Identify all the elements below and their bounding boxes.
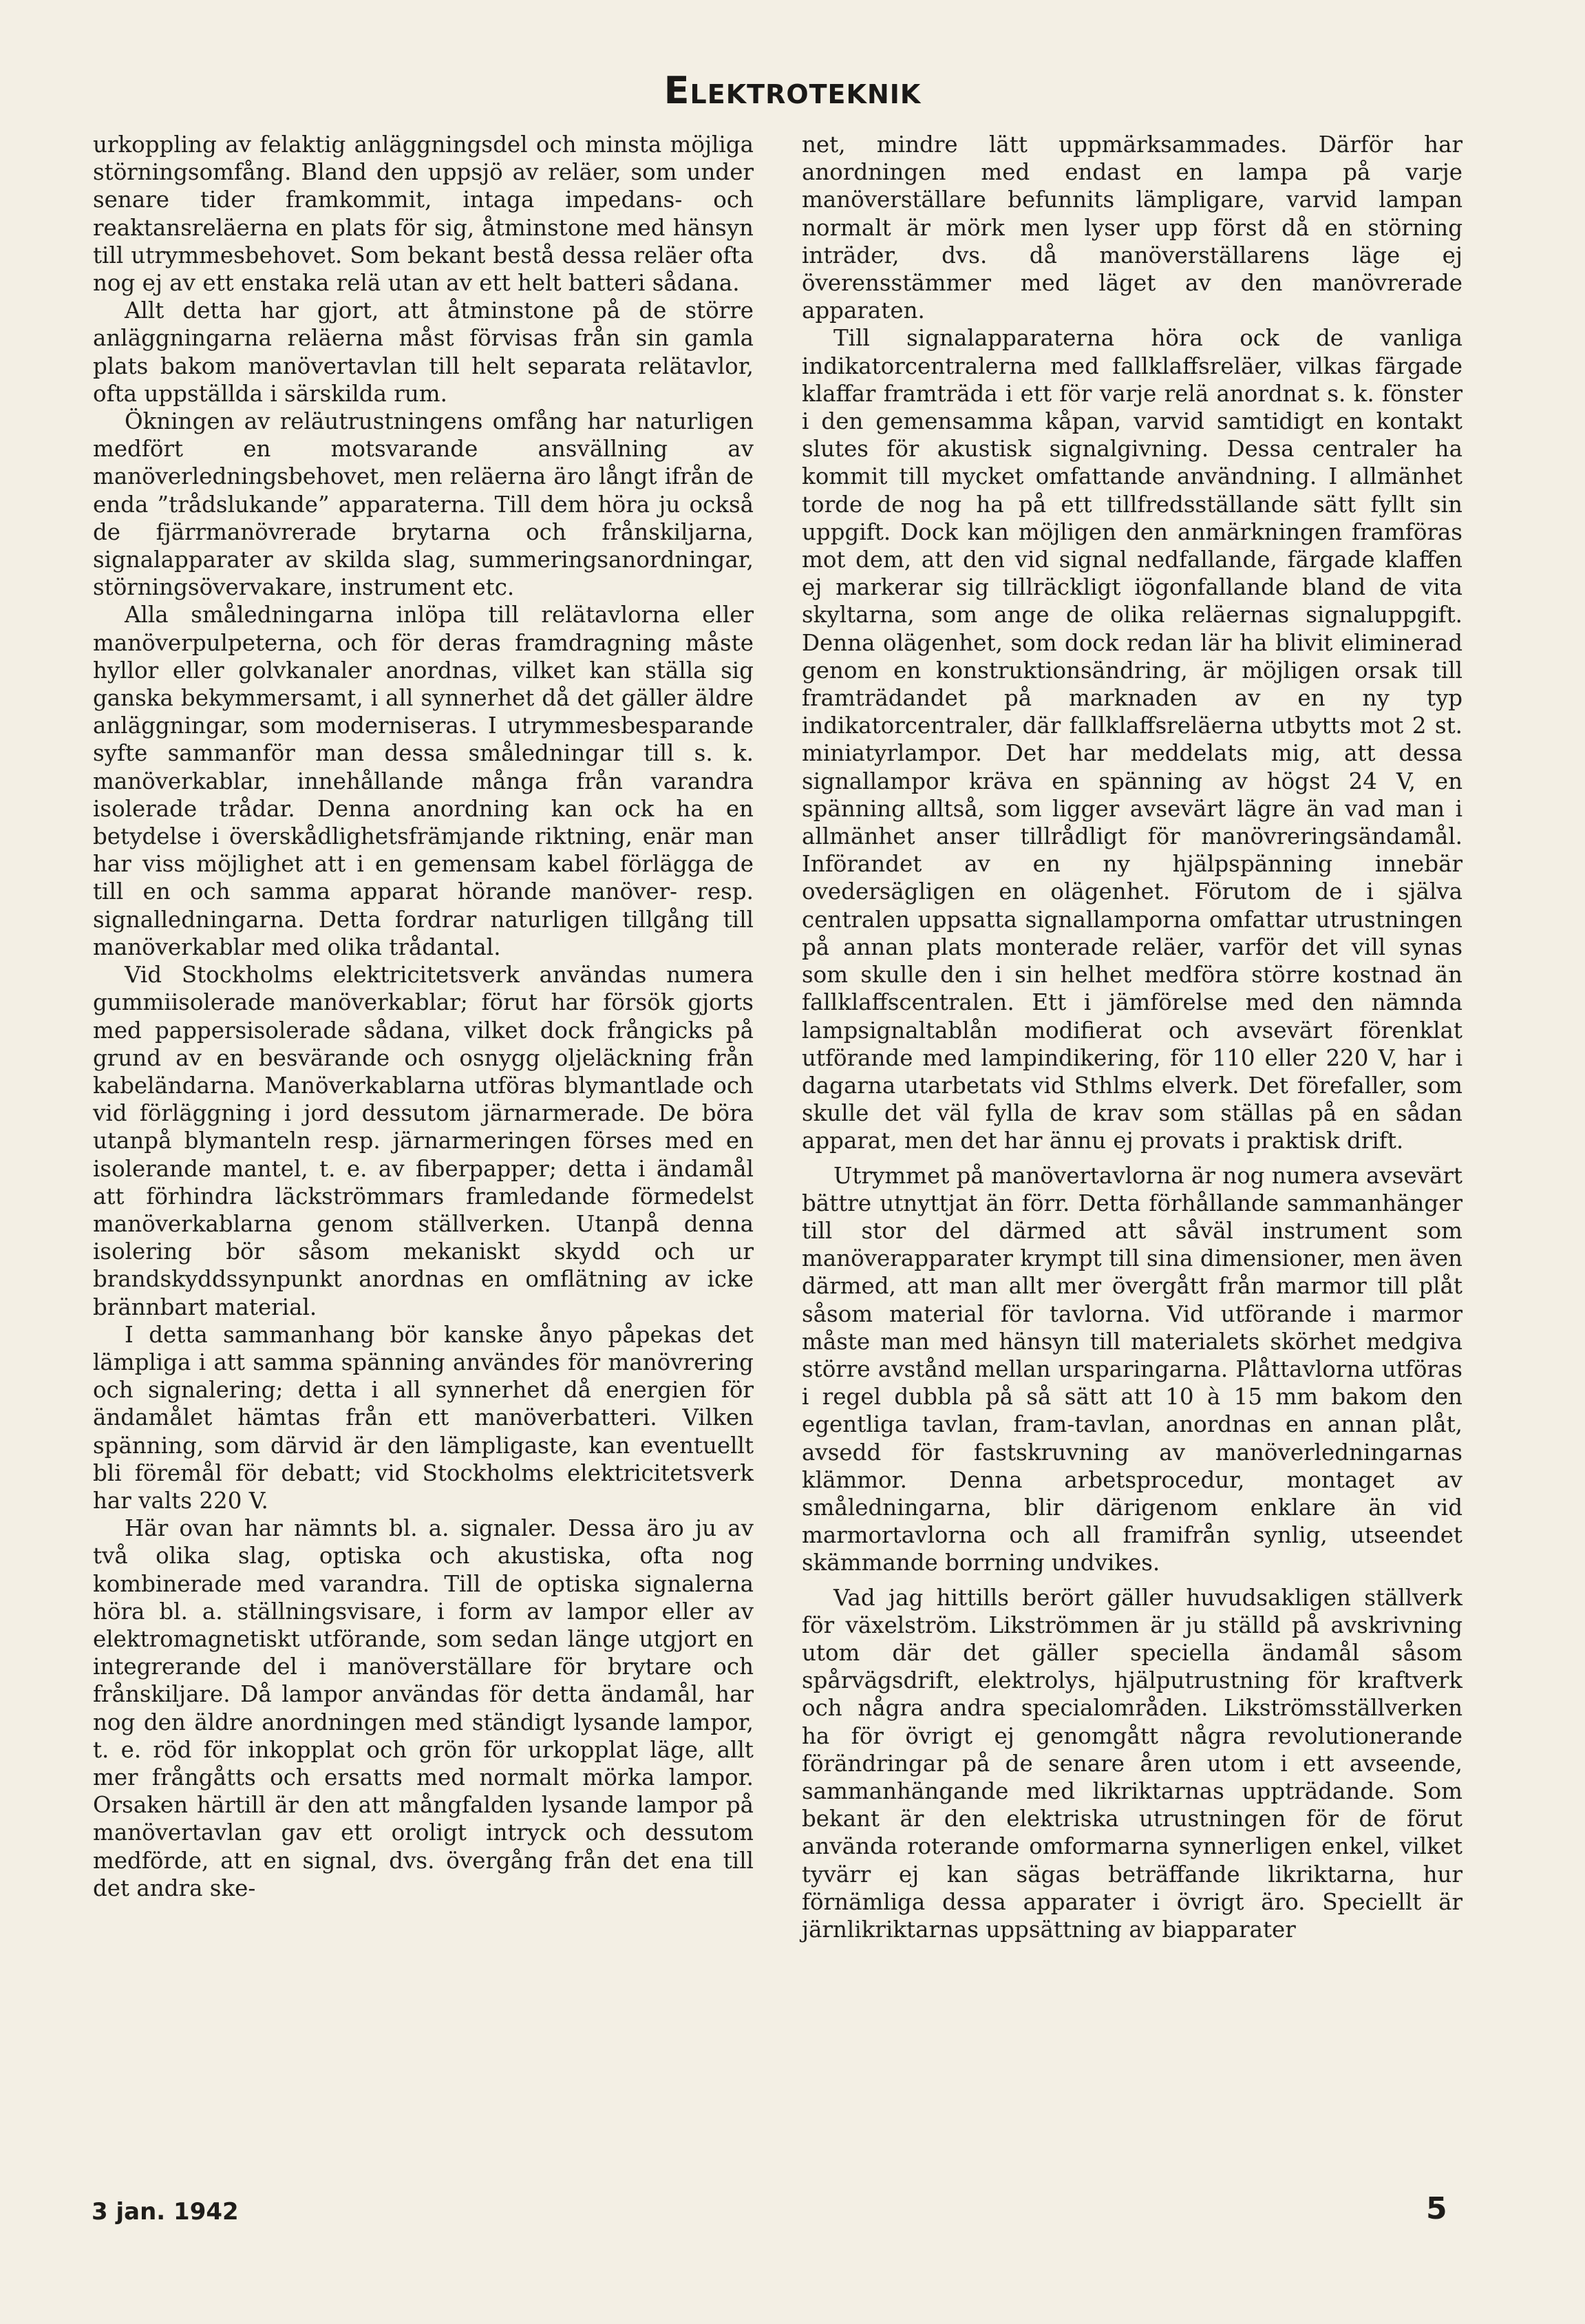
section-header: [0, 69, 1585, 112]
paragraph: Till signalapparaterna höra ock de vanliga indikatorcentralerna med fallklaffsreläer, vilkas färgade klaffar framträda i ett för varje relä anordnat s. k. fönster i den gemensamma kåpan, varvid samtidigt en kontakt slutes för akustisk signalgivning. Dessa centraler ha kommit till mycket omfattande användning. I allmänhet torde de nog ha på ett tillfredsställande sätt fyllt sin uppgift. Dock kan möjligen den anmärkningen framföras mot dem, att den vid signal nedfallande, färgade klaffen ej markerar sig tillräckligt iögonfallande bland de vita skyltarna, som ange de olika reläernas signaluppgift. Denna olägenhet, som dock redan lär ha blivit eliminerad genom en konstruktionsändring, är möjligen orsak till framträdandet på marknaden av en ny typ indikatorcentraler, där fallklaffsreläerna utbytts mot 2 st. miniatyrlampor. Det har meddelats mig, att dessa signallampor kräva en spänning av högst 24 V, en spänning alltså, som ligger avsevärt lägre än vad man i allmänhet anser tillrådligt för manövreringsändamål. Införandet av en ny hjälpspänning innebär ovedersägligen en olägenhet. Förutom de i själva centralen uppsatta signallamporna omfattar utrustningen på annan plats monterade reläer, varför det vill synas som skulle den i sin helhet medföra större kostnad än fallklaffscentralen. Ett i jämförelse med den nämnda lampsignaltablån modifierat och avsevärt förenklat utförande med lampindikering, för 110 eller 220 V, har i dagarna utarbetats vid Sthlms elverk. Det förefaller, som skulle det väl fylla de krav som ställas på en sådan apparat, men det har ännu ej provats i praktisk drift.: [802, 325, 1462, 1154]
paragraph: Ökningen av reläutrustningens omfång har naturligen medfört en motsvarande ansvällning av manöverledningsbehovet, men reläerna äro långt ifrån de enda ”trådslukande” apparaterna. Till dem höra ju också de fjärrmanövrerade brytarna och frånskiljarna, signalapparater av skilda slag, summeringsanordningar, störningsövervakare, instrument etc.: [93, 408, 754, 601]
paragraph: Vid Stockholms elektricitetsverk användas numera gummiisolerade manöverkablar; förut har försök gjorts med pappersisolerade sådana, vilket dock frångicks på grund av en besvärande och osnygg oljeläckning från kabeländarna. Manöverkablarna utföras blymantlade och vid förläggning i jord dessutom järnarmerade. De böra utanpå blymanteln resp. järnarmeringen förses med en isolerande mantel, t. e. av fiberpapper; detta i ändamål att förhindra läckströmmars framledande förmedelst manöverkablarna genom ställverken. Utanpå denna isolering bör såsom mekaniskt skydd och ur brandskyddssynpunkt anordnas en omflätning av icke brännbart material.: [93, 962, 754, 1320]
section-title: Elektroteknik: [663, 69, 922, 112]
paragraph: I detta sammanhang bör kanske ånyo påpekas det lämpliga i att samma spänning användes för manövrering och signalering; detta i all synnerhet då energien för ändamålet hämtas från ett manöverbatteri. Vilken spänning, som därvid är den lämpligaste, kan eventuellt bli föremål för debatt; vid Stockholms elektricitetsverk har valts 220 V.: [93, 1321, 754, 1514]
paragraph: Alla småledningarna inlöpa till relätavlorna eller manöverpulpeterna, och för deras framdragning måste hyllor eller golvkanaler anordnas, vilket kan ställa sig ganska bekymmersamt, i all synnerhet då det gäller äldre anläggningar, som moderniseras. I utrymmesbesparande syfte sammanför man dessa småledningar till s. k. manöverkablar, innehållande många från varandra isolerade trådar. Denna anordning kan ock ha en betydelse i överskådlighetsfrämjande riktning, enär man har viss möjlighet att i en gemensam kabel förlägga de till en och samma apparat hörande manöver- resp. signalledningarna. Detta fordrar naturligen tillgång till manöverkablar med olika trådantal.: [93, 602, 754, 960]
paragraph: Vad jag hittills berört gäller huvudsakligen ställverk för växelström. Likströmmen är ju ställd på avskrivning utom där det gäller speciella ändamål såsom spårvägsdrift, elektrolys, hjälputrustning för kraftverk och några andra specialområden. Likströmsställverken ha för övrigt ej genomgått några revolutionerande förändringar på de senare åren utom i ett avseende, sammanhängande med likriktarnas uppträdande. Som bekant är den elektriska utrustningen för de förut använda roterande omformarna synnerligen enkel, vilket tyvärr ej kan sägas beträffande likriktarna, hur förnämliga dessa apparater i övrigt äro. Speciellt är järnlikriktarnas uppsättning av biapparater: [802, 1584, 1462, 1943]
left-column: [93, 131, 754, 1902]
paragraph: Här ovan har nämnts bl. a. signaler. Dessa äro ju av två olika slag, optiska och akustiska, ofta nog kombinerade med varandra. Till de optiska signalerna höra bl. a. ställningsvisare, i form av lampor eller av elektromagnetiskt utförande, som sedan länge utgjort en integrerande del i manöverställare för brytare och frånskiljare. Då lampor användas för detta ändamål, har nog den äldre anordningen med ständigt lysande lampor, t. e. röd för inkopplat och grön för urkopplat läge, allt mer frångåtts och ersatts med normalt mörka lampor. Orsaken härtill är den att mångfalden lysande lampor på manövertavlan gav ett oroligt intryck och dessutom medförde, att en signal, dvs. övergång från det ena till det andra ske-: [93, 1515, 754, 1901]
paragraph: Utrymmet på manövertavlorna är nog numera avsevärt bättre utnyttjat än förr. Detta förhållande sammanhänger till stor del därmed att såväl instrument som manöverapparater krympt till sina dimensioner, men även därmed, att man allt mer övergått från marmor till plåt såsom material för tavlorna. Vid utförande i marmor måste man med hänsyn till materialets skörhet medgiva större avstånd mellan ursparingarna. Plåttavlorna utföras i regel dubbla på så sätt att 10 à 15 mm bakom den egentliga tavlan, fram-tavlan, anordnas en annan plåt, avsedd för fastskruvning av manöverledningarnas klämmor. Denna arbetsprocedur, montaget av småledningarna, blir därigenom enklare än vid marmortavlorna och all framifrån synlig, utseendet skämmande borrning undvikes.: [802, 1162, 1462, 1576]
paragraph: net, mindre lätt uppmärksammades. Därför har anordningen med endast en lampa på varje manöverställare befunnits lämpligare, varvid lampan normalt är mörk men lyser upp först då en störning inträder, dvs. då manöverställarens läge ej överensstämmer med läget av den manövrerade apparaten.: [802, 131, 1462, 324]
paragraph: urkoppling av felaktig anläggningsdel och minsta möjliga störningsomfång. Bland den uppsjö av reläer, som under senare tider framkommit, intaga impedans- och reaktansreläerna en plats för sig, åtminstone med hänsyn till utrymmesbehovet. Som bekant bestå dessa reläer ofta nog ej av ett enstaka relä utan av ett helt batteri sådana.: [93, 131, 754, 297]
page-number: 5: [1426, 2191, 1447, 2226]
right-column: [802, 131, 1462, 1943]
issue-date: 3 jan. 1942: [92, 2198, 239, 2226]
paragraph: Allt detta har gjort, att åtminstone på de större anläggningarna reläerna måst förvisas från sin gamla plats bakom manövertavlan till helt separata relätavlor, ofta uppställda i särskilda rum.: [93, 297, 754, 407]
